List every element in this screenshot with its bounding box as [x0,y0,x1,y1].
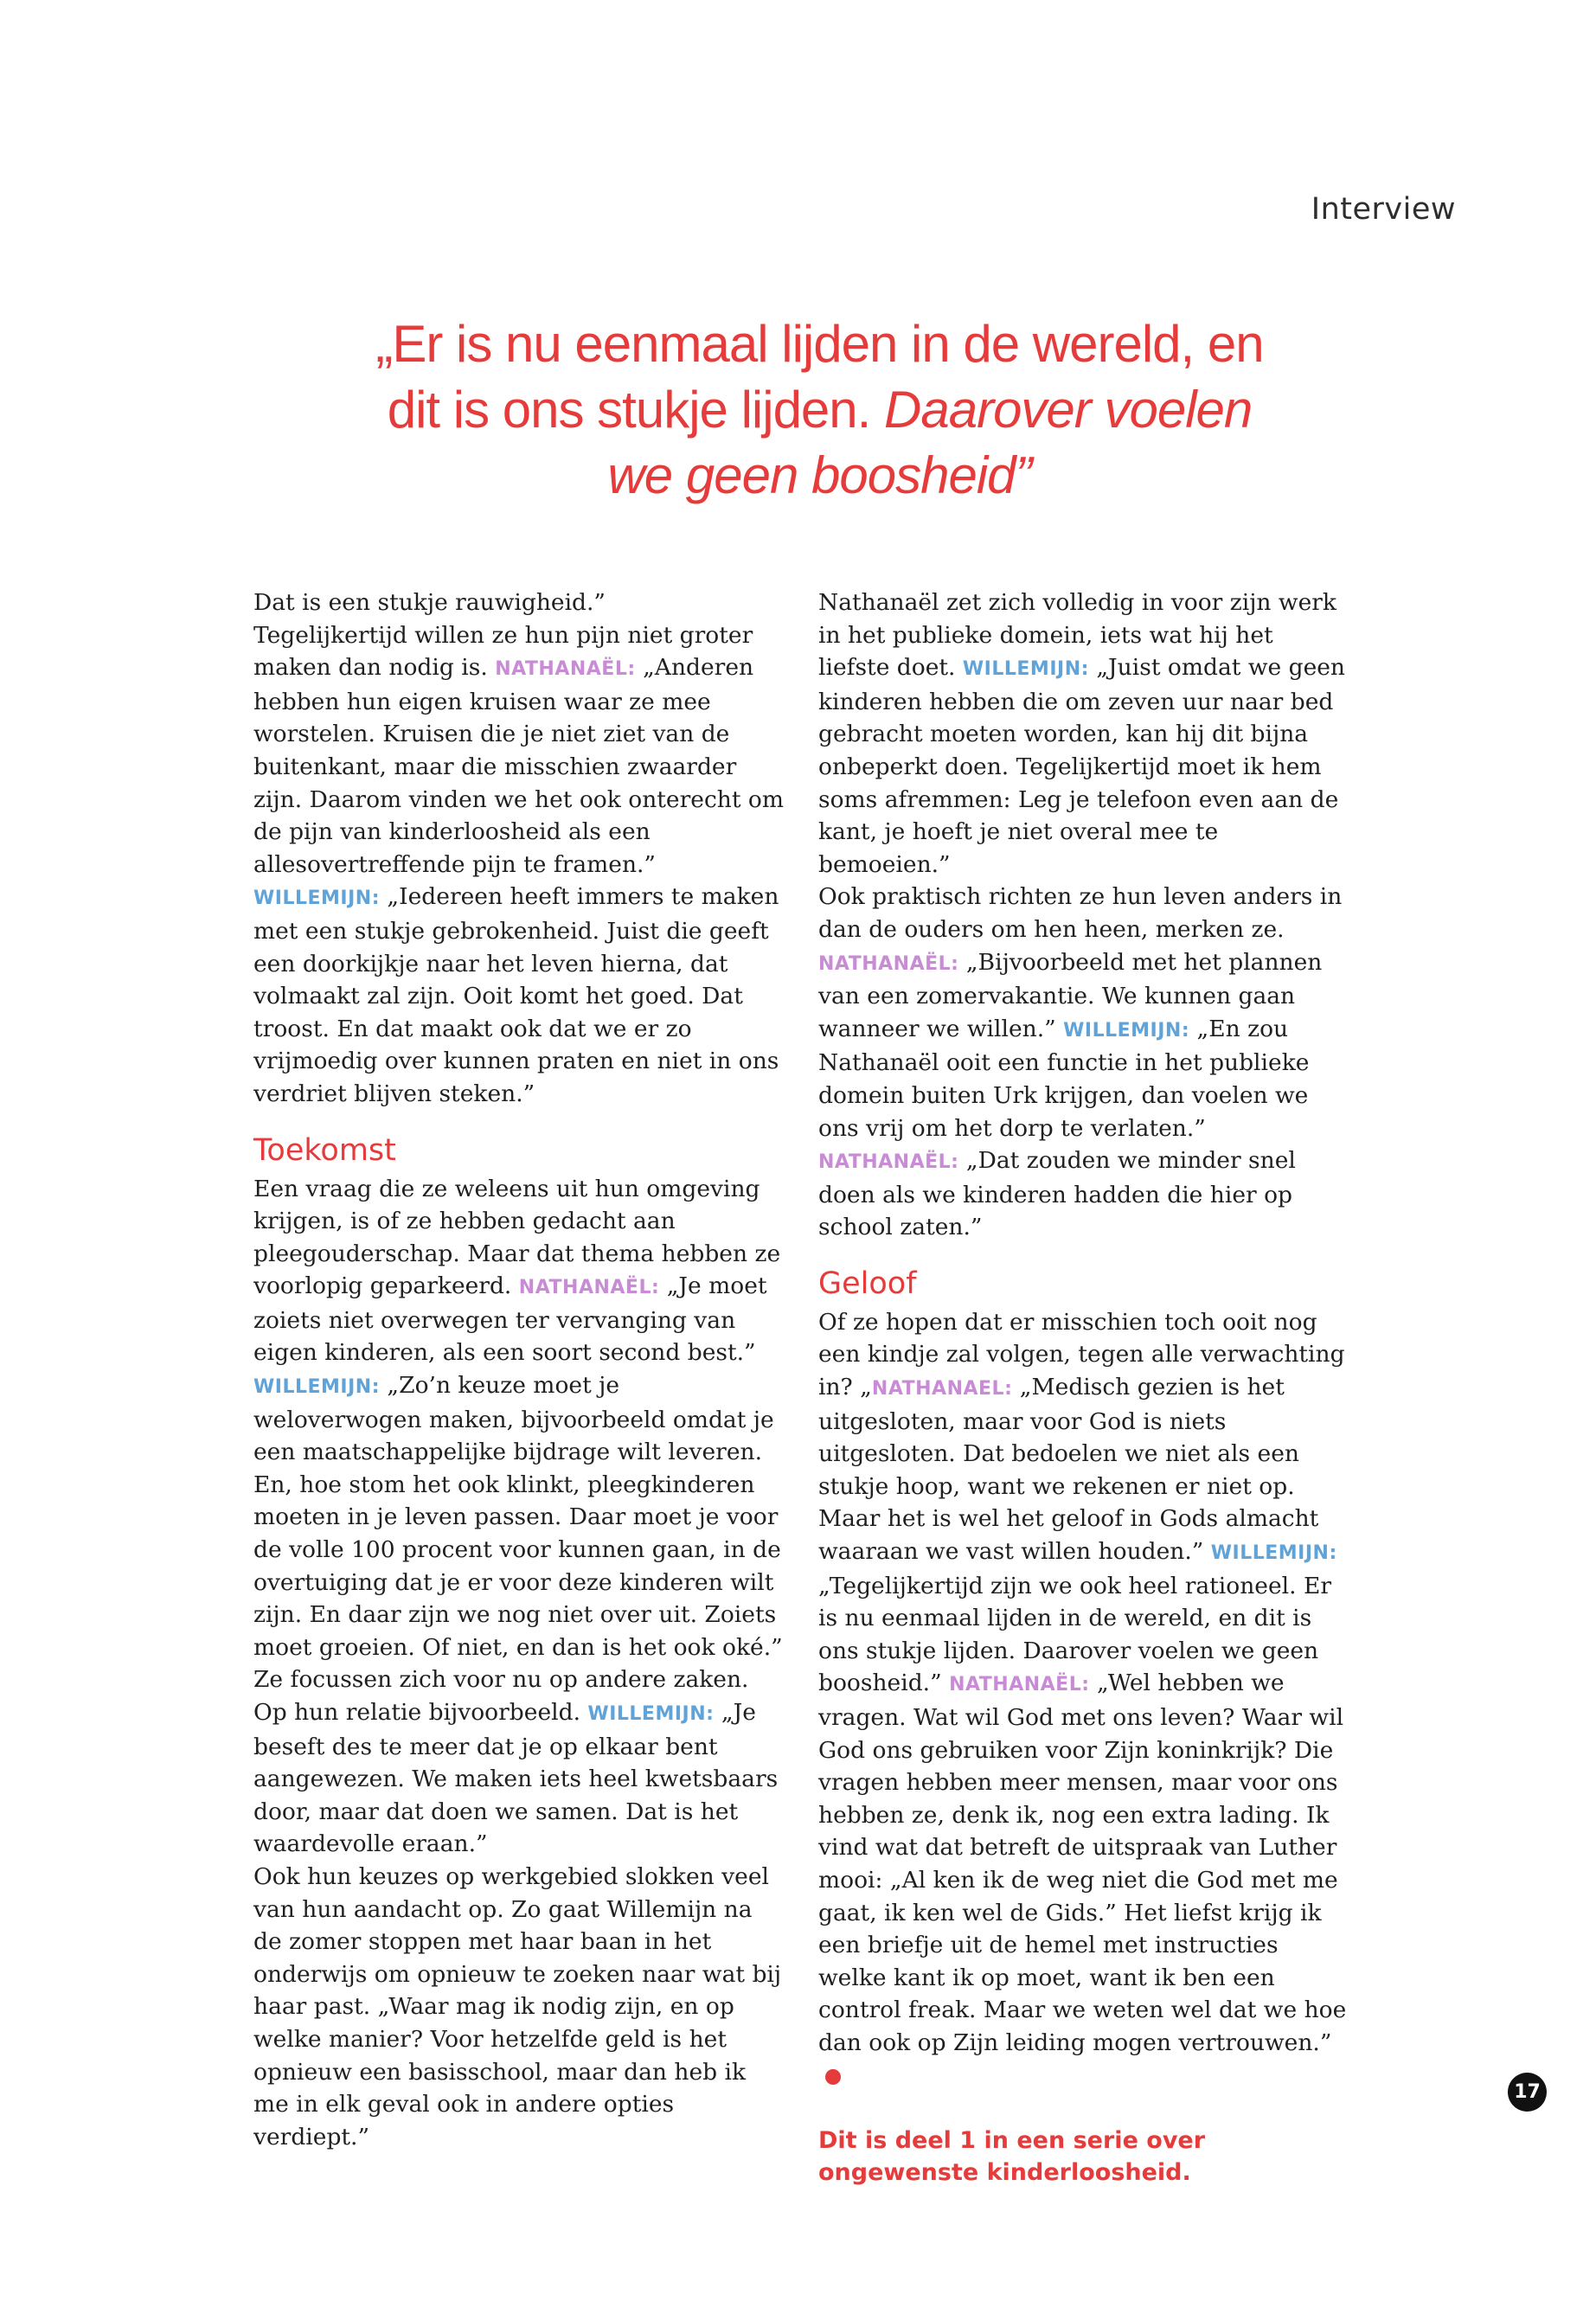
speaker-label-willemijn: WILLEMIJN: [1063,1019,1190,1042]
left-column [253,586,786,2153]
left-paragraph-2 [253,619,786,1111]
text-segment: Ze focussen zich voor nu op andere zaken. Op hun relatie bijvoorbeeld. [253,1666,749,1726]
text-segment: Een vraag die ze weleens uit hun omgeving krijgen, is of ze hebben gedacht aan pleegouderschap. Maar dat thema hebben ze voorlopig geparkeerd. [253,1175,781,1300]
heading-geloof: Geloof [818,1266,917,1301]
text-segment: „Je moet zoiets niet overwegen ter vervanging van eigen kinderen, als een soort second best.” [253,1272,767,1367]
left-paragraph-5: Ook hun keuzes op werkgebied slokken veel van hun aandacht op. Zo gaat Willemijn na de zomer stoppen met haar baan in het onderwijs om opnieuw te zoeken naar wat bij haar past. „Waar mag ik nodig zijn, en op welke manier? Voor hetzelfde geld is het opnieuw een basisschool, maar dan heb ik me in elk geval ook in andere opties verdiept.” [253,1862,782,2150]
text-segment: Nathanaël zet zich volledig in voor zijn werk in het publieke domein, iets wat hij het liefste doet. [818,589,1336,682]
text-segment: „Dat zouden we minder snel doen als we kinderen hadden die hier op school zaten.” [818,1147,1296,1241]
pull-quote-line2-italic: Daarover voelen [884,381,1253,439]
right-column [818,586,1351,2189]
text-segment: „Bijvoorbeeld met het plannen van een zomervakantie. We kunnen gaan wanneer we willen.” [818,948,1323,1042]
text-segment: „Wel hebben we vragen. Wat wil God met ons leven? Waar wil God ons gebruiken voor Zijn koninkrijk? Die vragen hebben meer mensen, maar voor ons hebben ze, denk ik, nog een extra lading. Ik vind wat dat betreft de uitspraak van Luther mooi: „Al ken ik de weg niet die God met me gaat, ik ken wel de Gids.” Het liefst krijg ik een briefje uit de hemel met instructies welke kant ik op moet, want ik ben een control freak. Maar we weten wel dat we hoe dan ook op Zijn leiding mogen vertrouwen.” [818,1670,1347,2056]
left-paragraph-3 [253,1173,786,1664]
right-paragraph-1 [818,586,1351,881]
speaker-label-nathanael: NATHANAËL: [818,1151,959,1174]
text-segment: „Juist omdat we geen kinderen hebben die om zeven uur naar bed gebracht moeten worden, kan hij dit bijna onbeperkt doen. Tegelijkertijd moet ik hem soms afremmen: Leg je telefoon even aan de kant, je hoeft je niet overal mee te bemoeien.” [818,654,1345,878]
speaker-label-willemijn: WILLEMIJN: [1210,1542,1337,1565]
speaker-label-nathanael: NATHANAËL: [949,1674,1090,1696]
text-segment: „Je beseft des te meer dat je op elkaar bent aangewezen. We maken iets heel kwetsbaars door, maar dat doen we samen. Dat is het waardevolle eraan.” [253,1699,779,1858]
speaker-label-willemijn: WILLEMIJN: [962,658,1089,681]
text-segment: „Anderen hebben hun eigen kruisen waar ze mee worstelen. Kruisen die je niet ziet van de buitenkant, maar die misschien zwaarder zijn. Daarom vinden we het ook onterecht om de pijn van kinderloosheid als een allesovertreffende pijn te framen.” [253,654,785,878]
text-segment: „Zo’n keuze moet je weloverwogen maken, bijvoorbeeld omdat je een maatschappelijke bijdrage wilt leveren. En, hoe stom het ook klinkt, pleegkinderen moeten in je leven passen. Daar moet je voor de volle 100 procent voor kunnen gaan, in de overtuiging dat je er voor deze kinderen wilt zijn. En daar zijn we nog niet over uit. Zoiets moet groeien. Of niet, en dan is het ook oké.” [253,1372,783,1661]
speaker-label-nathanael: NATHANAËL: [818,952,959,975]
text-segment: Of ze hopen dat er misschien toch ooit nog een kindje zal volgen, tegen alle verwachting in? „ [818,1308,1345,1401]
right-paragraph-2 [818,881,1351,1244]
speaker-label-willemijn: WILLEMIJN: [587,1703,715,1725]
text-segment: „Tegelijkertijd zijn we ook heel rationeel. Er is nu eenmaal lijden in de wereld, en dit is ons stukje lijden. Daarover voelen we geen boosheid.” [818,1572,1332,1697]
pull-quote-line1: „Er is nu eenmaal lijden in de wereld, en [375,315,1264,373]
text-segment: Tegelijkertijd willen ze hun pijn niet groter maken dan nodig is. [253,621,753,682]
text-segment: „En zou Nathanaël ooit een functie in het publieke domein buiten Urk krijgen, dan voelen we ons vrij om het dorp te verlaten.” [818,1015,1310,1142]
end-of-article-dot [825,2069,841,2085]
text-segment: „Iedereen heeft immers te maken met een stukje gebrokenheid. Juist die geeft een doorkijkje naar het leven hierna, dat volmaakt zal zijn. Ooit komt het goed. Dat troost. En dat maakt ook dat we er zo vrijmoedig over kunnen praten en niet in ons verdriet blijven steken.” [253,883,779,1107]
pull-quote [253,311,1387,509]
text-segment: Ook praktisch richten ze hun leven anders in dan de ouders om hen heen, merken ze. [818,883,1343,943]
pull-quote-line3-italic: we geen boosheid” [607,446,1032,504]
series-note: Dit is deel 1 in een serie over ongewenste kinderloosheid. [818,2127,1206,2187]
pull-quote-line2-regular: dit is ons stukje lijden. [387,381,885,439]
speaker-label-nathanael: NATHANAËL: [495,658,636,681]
speaker-label-nathanael: NATHANAEL: [871,1378,1013,1400]
right-paragraph-3 [818,1306,1351,2092]
section-label: Interview [1311,192,1456,227]
speaker-label-willemijn: WILLEMIJN: [253,888,380,910]
left-paragraph-1: Dat is een stukje rauwigheid.” [253,589,606,616]
speaker-label-nathanael: NATHANAËL: [518,1277,660,1299]
speaker-label-willemijn: WILLEMIJN: [253,1376,380,1399]
text-segment: „Medisch gezien is het uitgesloten, maar voor God is niets uitgesloten. Dat bedoelen we niet als een stukje hoop, want we rekenen er niet op. Maar het is wel het geloof in Gods almacht waaraan we vast willen houden.” [818,1374,1319,1566]
page-number-badge: 17 [1508,2073,1547,2112]
heading-toekomst: Toekomst [253,1132,396,1168]
left-paragraph-4 [253,1663,786,1861]
